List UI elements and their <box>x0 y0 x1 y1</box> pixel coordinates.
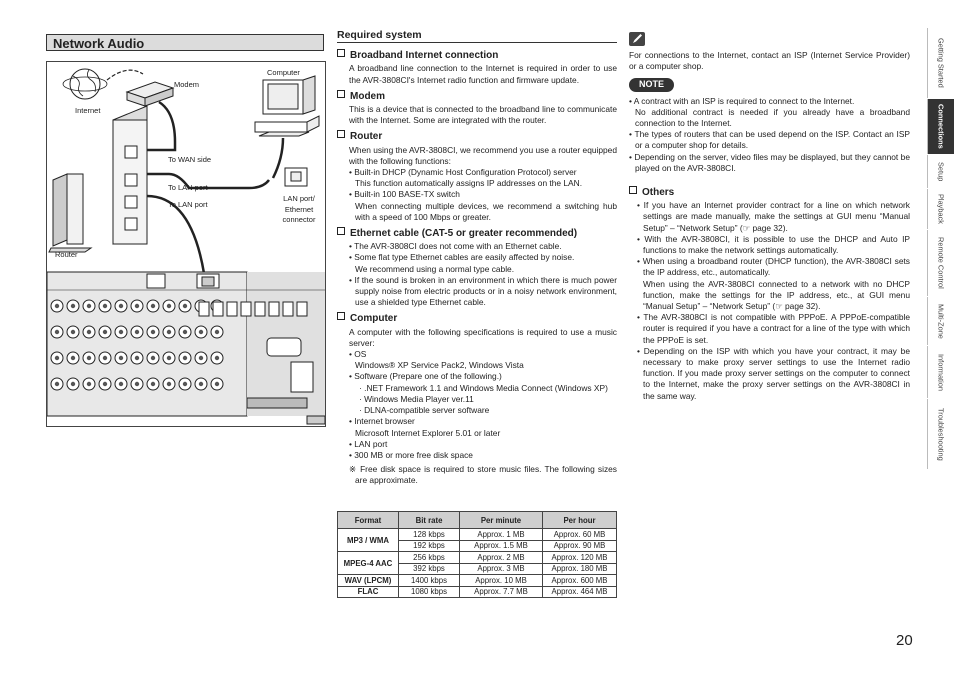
rca-jack-pin <box>167 382 171 386</box>
diagram-illustration <box>47 62 325 426</box>
computer-software: • Software (Prepare one of the following.) <box>349 371 502 382</box>
table-row <box>338 552 617 564</box>
router-bullet-1-sub: This function automatically assigns IP addresses on the LAN. <box>355 178 583 189</box>
rca-jack-pin <box>103 304 107 308</box>
format-cell: MPEG-4 AAC <box>338 552 399 575</box>
tab-information[interactable]: Information <box>927 346 954 398</box>
table-header: Per minute <box>460 512 543 529</box>
others-4: • The AVR-3808CI is not compatible with PPPoE. A PPPoE-compatible router is required if you have a contract for a line of the type with which the PPPoE is set. <box>637 312 910 345</box>
rca-jack-pin <box>215 330 219 334</box>
notes-column <box>629 32 910 402</box>
rca-jack-pin <box>103 356 107 360</box>
rca-jack-pin <box>199 356 203 360</box>
rca-jack-pin <box>167 330 171 334</box>
table-cell: Approx. 1.5 MB <box>460 540 543 552</box>
rca-jack-pin <box>135 330 139 334</box>
to-wan-label: To WAN side <box>168 155 212 164</box>
computer-disk-space: • 300 MB or more free disk space <box>349 449 473 460</box>
table-cell: 392 kbps <box>399 563 460 575</box>
table-cell: Approx. 7.7 MB <box>460 586 543 598</box>
tab-connections[interactable]: Connections <box>927 99 954 154</box>
rca-jack-pin <box>135 304 139 308</box>
rca-jack-pin <box>199 330 203 334</box>
required-system-heading: Required system <box>337 30 617 43</box>
speaker-terminal <box>269 302 279 316</box>
rca-jack-pin <box>71 356 75 360</box>
computer-software-2: · Windows Media Player ver.11 <box>359 393 474 404</box>
lan-port-label: LAN port/ Ethernet connector <box>282 194 316 224</box>
router-icon <box>49 174 91 252</box>
speaker-terminal <box>297 302 307 316</box>
computer-text: A computer with the following specifications is required to use a music server: <box>349 326 617 348</box>
intro-text: For connections to the Internet, contact an ISP (Internet Service Provider) or a computer shop. <box>629 50 910 72</box>
others-3: • When using a broadband router (DHCP function), the AVR-3808CI sets the IP address, etc., automatically. <box>637 256 910 278</box>
rca-jack-pin <box>183 356 187 360</box>
rca-jack-pin <box>71 304 75 308</box>
switching-hub-icon <box>113 106 147 244</box>
computer-os-value: Windows® XP Service Pack2, Windows Vista <box>355 360 524 371</box>
note-1: • A contract with an ISP is required to connect to the Internet. <box>629 95 855 106</box>
others-2: • With the AVR-3808CI, it is possible to use the DHCP and Auto IP functions to make the network settings automatically. <box>637 233 910 256</box>
modem-label: Modem <box>174 80 200 89</box>
table-row <box>338 529 617 541</box>
rca-jack-pin <box>199 382 203 386</box>
computer-browser: • Internet browser <box>349 416 415 427</box>
table-cell: Approx. 10 MB <box>460 575 543 587</box>
rca-jack-pin <box>87 304 91 308</box>
rca-jack-pin <box>215 382 219 386</box>
rca-jack-pin <box>119 304 123 308</box>
table-cell: Approx. 120 MB <box>543 552 617 564</box>
rca-jack-pin <box>71 330 75 334</box>
rca-jack-pin <box>55 356 59 360</box>
tab-getting-started[interactable]: Getting Started <box>927 28 954 98</box>
speaker-terminal <box>199 302 209 316</box>
format-cell: MP3 / WMA <box>338 529 399 552</box>
tab-remote-control[interactable]: Remote Control <box>927 230 954 296</box>
rca-jack-pin <box>167 356 171 360</box>
router-label: Router <box>55 250 78 259</box>
rca-jack-pin <box>167 304 171 308</box>
to-lan-label-2: To LAN port <box>168 200 208 209</box>
computer-heading: Computer <box>337 312 617 324</box>
others-1: • If you have an Internet provider contract for a line on which network settings are made manually, make the settings at GUI menu “Manual Setup” – “Network Setup” (☞ page 32). <box>637 200 910 233</box>
table-cell: 1400 kbps <box>399 575 460 587</box>
file-size-table <box>337 511 617 598</box>
rca-jack-pin <box>87 382 91 386</box>
modem-heading: Modem <box>337 90 617 102</box>
table-cell: Approx. 3 MB <box>460 563 543 575</box>
others-3-sub: When using the AVR-3808CI connected to a network with no DHCP function, make the settings for the IP address, etc., at GUI menu “Manual Setup” – “Network Setup” (☞ page 32). <box>643 278 910 312</box>
table-header: Bit rate <box>399 512 460 529</box>
table-header-row <box>338 512 617 529</box>
page-number: 20 <box>896 632 913 649</box>
rca-jack-pin <box>55 304 59 308</box>
tab-multi-zone[interactable]: Multi-Zone <box>927 297 954 345</box>
rca-jack-pin <box>71 382 75 386</box>
router-bullet-1: • Built-in DHCP (Dynamic Host Configuration Protocol) server <box>349 167 577 178</box>
broadband-heading: Broadband Internet connection <box>337 49 617 61</box>
ethernet-bullet-2-sub: We recommend using a normal type cable. <box>355 263 515 274</box>
rca-jack-pin <box>119 330 123 334</box>
table-cell: Approx. 180 MB <box>543 563 617 575</box>
internet-globe-icon <box>63 69 107 99</box>
rca-jack-pin <box>87 356 91 360</box>
avr-rear-panel <box>47 272 325 424</box>
rca-jack-pin <box>55 330 59 334</box>
table-cell: Approx. 464 MB <box>543 586 617 598</box>
rca-jack-pin <box>151 330 155 334</box>
ethernet-bullet-1: • The AVR-3808CI does not come with an Ethernet cable. <box>349 241 562 252</box>
rca-jack-pin <box>151 382 155 386</box>
tab-playback[interactable]: Playback <box>927 189 954 229</box>
speaker-terminal <box>241 302 251 316</box>
required-system-column <box>337 30 617 487</box>
table-cell: Approx. 60 MB <box>543 529 617 541</box>
rca-jack-pin <box>103 330 107 334</box>
note-3: • Depending on the server, video files may be displayed, but they cannot be played on the AVR-3808CI. <box>629 151 910 173</box>
rca-jack-pin <box>119 382 123 386</box>
rca-jack-pin <box>183 304 187 308</box>
tab-setup[interactable]: Setup <box>927 155 954 188</box>
rca-jack-pin <box>135 356 139 360</box>
note-2: • The types of routers that can be used depend on the ISP. Contact an ISP or a computer shop for details. <box>629 129 910 151</box>
rca-jack-pin <box>151 304 155 308</box>
computer-browser-value: Microsoft Internet Explorer 5.01 or later <box>355 427 501 438</box>
rca-jack-pin <box>119 356 123 360</box>
table-header: Format <box>338 512 399 529</box>
table-cell: 256 kbps <box>399 552 460 564</box>
ethernet-bullet-2: • Some flat type Ethernet cables are easily affected by noise. <box>349 252 575 263</box>
table-cell: Approx. 90 MB <box>543 540 617 552</box>
others-heading: Others <box>629 186 910 198</box>
table-cell: Approx. 600 MB <box>543 575 617 587</box>
modem-text: This is a device that is connected to the broadband line to communicate with the Internet. Some are integrated with the router. <box>349 104 617 126</box>
computer-os: • OS <box>349 349 367 360</box>
table-row <box>338 575 617 587</box>
computer-software-1: · .NET Framework 1.1 and Windows Media Connect (Windows XP) <box>359 382 608 393</box>
table-header: Per hour <box>543 512 617 529</box>
computer-label: Computer <box>267 68 300 77</box>
table-row <box>338 586 617 598</box>
format-cell: FLAC <box>338 586 399 598</box>
router-heading: Router <box>337 130 617 142</box>
section-title: Network Audio <box>46 34 324 51</box>
to-lan-label-1: To LAN port <box>168 183 208 192</box>
speaker-terminal <box>213 302 223 316</box>
computer-lan-port: • LAN port <box>349 438 388 449</box>
broadband-text: A broadband line connection to the Internet is required in order to use the AVR-3808CI's Internet radio function and firmware update. <box>349 63 617 85</box>
table-cell: 128 kbps <box>399 529 460 541</box>
table-cell: Approx. 2 MB <box>460 552 543 564</box>
speaker-terminal <box>283 302 293 316</box>
internet-label: Internet <box>75 106 101 115</box>
rca-jack-pin <box>55 382 59 386</box>
rca-jack-pin <box>151 356 155 360</box>
router-bullet-2: • Built-in 100 BASE-TX switch <box>349 189 460 200</box>
rca-jack-pin <box>103 382 107 386</box>
speaker-terminal <box>227 302 237 316</box>
rca-jack-pin <box>215 356 219 360</box>
format-cell: WAV (LPCM) <box>338 575 399 587</box>
table-cell: Approx. 1 MB <box>460 529 543 541</box>
modem-icon <box>127 82 173 106</box>
table-cell: 1080 kbps <box>399 586 460 598</box>
network-connection-diagram <box>46 61 326 427</box>
table-cell: 192 kbps <box>399 540 460 552</box>
disk-space-note: ※ Free disk space is required to store music files. The following sizes are approximate. <box>349 464 617 486</box>
note-badge: NOTE <box>629 78 674 91</box>
ethernet-bullet-3: • If the sound is broken in an environment in which there is much power supply noise from electric products or in a noisy network environment, use a shielded type Ethernet cable. <box>349 274 617 308</box>
rca-jack-pin <box>183 382 187 386</box>
others-5: • Depending on the ISP with which you have your contract, it may be necessary to make proxy server settings to use the Internet radio function. If you made proxy server settings on the computer to connect to the Internet, make the proxy server settings on the AVR-3808CI in the same way. <box>637 345 910 401</box>
speaker-terminal <box>255 302 265 316</box>
note-1-sub: No additional contract is needed if you already have a broadband connection to the Internet. <box>635 106 910 129</box>
router-text: When using the AVR-3808CI, we recommend you use a router equipped with the following functions: <box>349 144 617 166</box>
router-bullet-2-sub: When connecting multiple devices, we recommend a switching hub with a speed of 100 Mbps or greater. <box>355 200 617 222</box>
rca-jack-pin <box>87 330 91 334</box>
ethernet-heading: Ethernet cable (CAT-5 or greater recommended) <box>337 227 617 239</box>
rca-jack-pin <box>135 382 139 386</box>
computer-icon <box>255 76 319 136</box>
computer-software-3: · DLNA-compatible server software <box>359 405 490 416</box>
rca-jack-pin <box>183 330 187 334</box>
tab-troubleshooting[interactable]: Troubleshooting <box>927 399 954 469</box>
pencil-memo-icon <box>629 32 645 46</box>
